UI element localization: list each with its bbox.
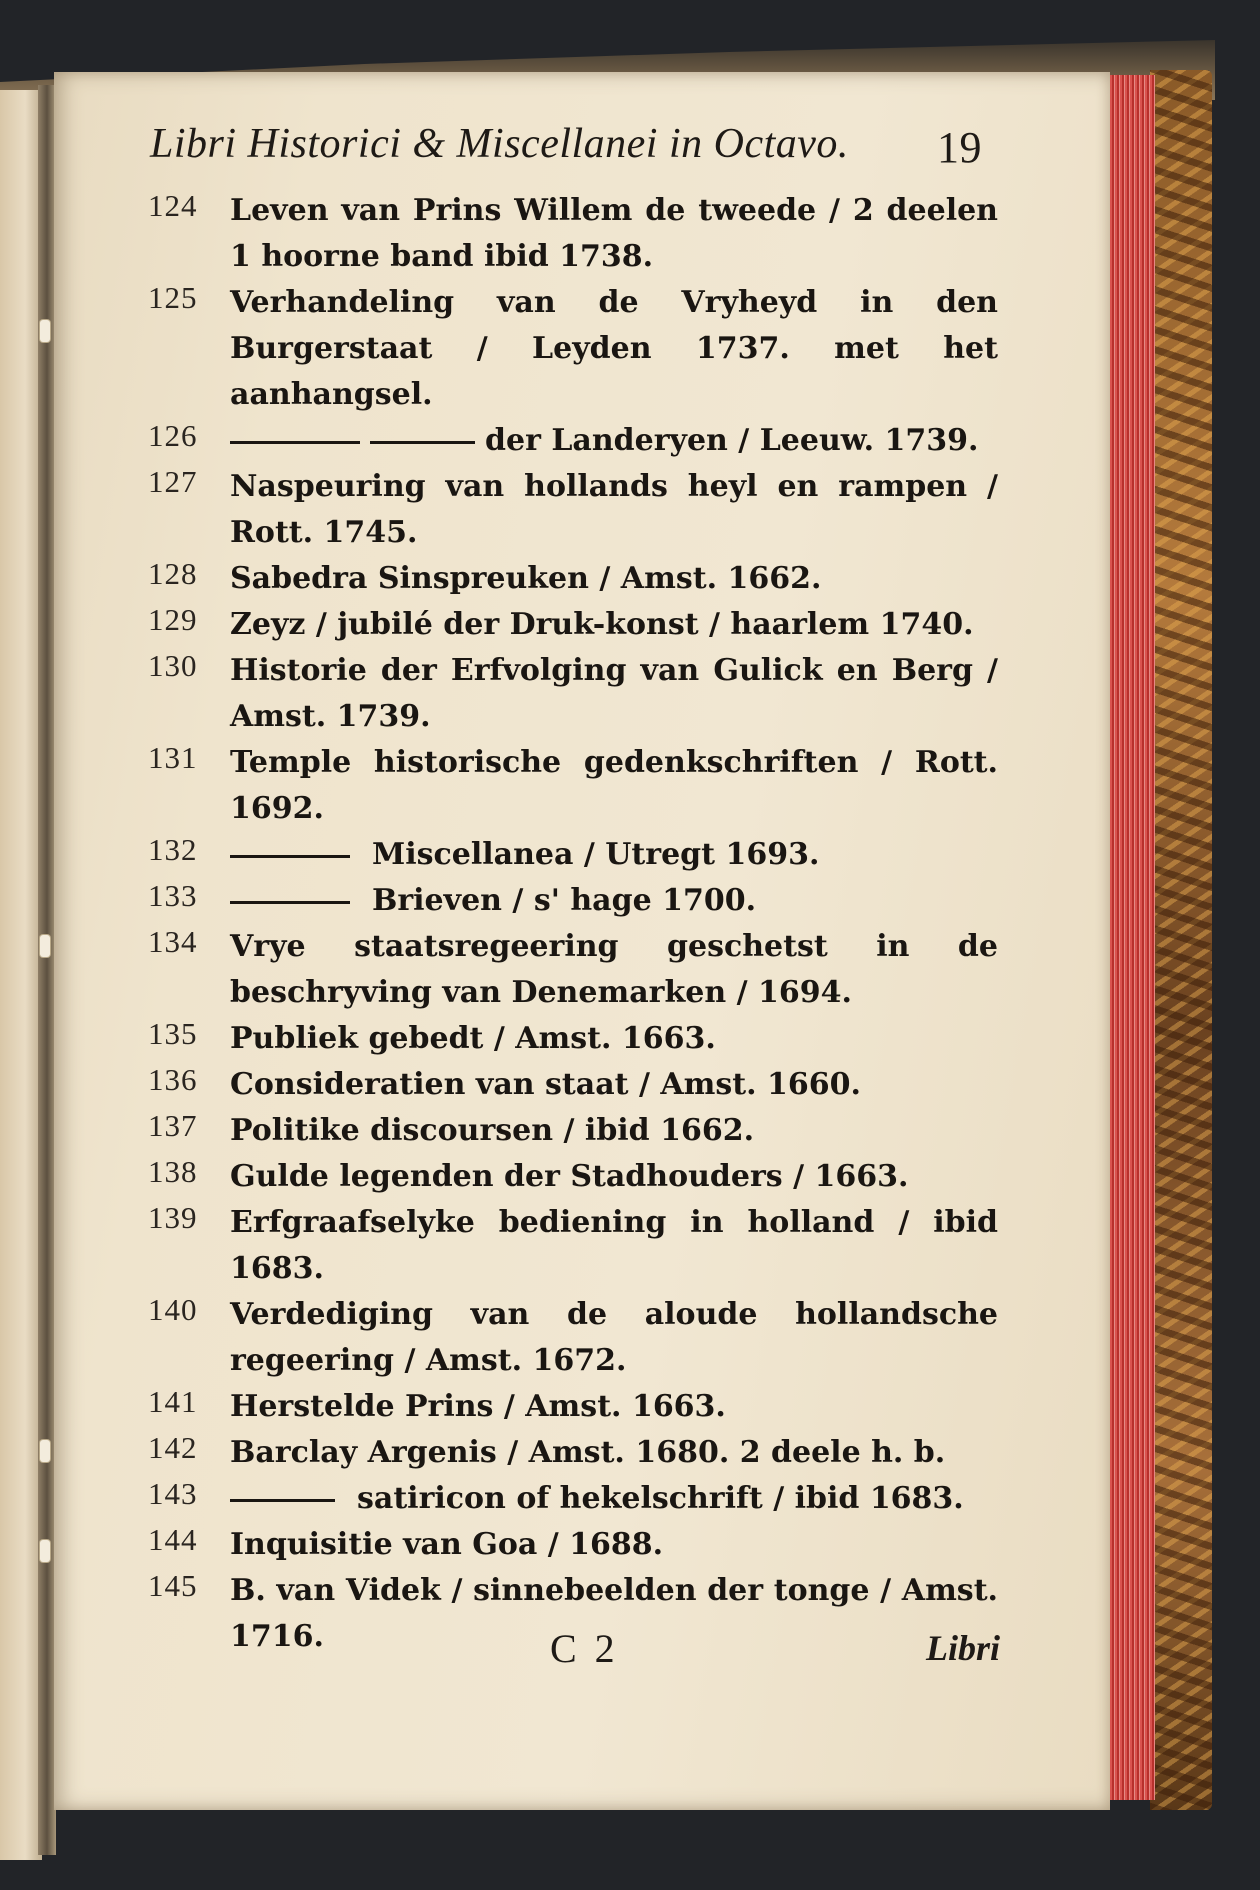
entry-text-wrap	[230, 878, 998, 924]
entry-text: Temple historische gedenkschriften / Rott. 1692.	[230, 745, 998, 826]
entry-text: Naspeuring van hollands heyl en rampen / Rott. 1745.	[230, 469, 998, 550]
catalog-entry	[148, 1016, 998, 1062]
catalog-entry	[148, 1292, 998, 1384]
entry-text: Leven van Prins Willem de tweede / 2 deelen 1 hoorne band ibid 1738.	[230, 193, 998, 274]
binding-stitch	[40, 1440, 50, 1462]
catalog-entry	[148, 418, 998, 464]
catalog-entry	[148, 1062, 998, 1108]
binding-stitch	[40, 935, 50, 957]
catalog-entry	[148, 556, 998, 602]
catalog-entry	[148, 1476, 998, 1522]
ditto-dash	[230, 901, 350, 904]
entry-number: 127	[148, 464, 198, 499]
entry-number: 137	[148, 1108, 198, 1143]
catalog-entry	[148, 878, 998, 924]
entry-number: 143	[148, 1476, 198, 1511]
signature-mark: C 2	[550, 1626, 619, 1671]
entry-number: 141	[148, 1384, 198, 1419]
entry-text: Verdediging van de aloude hollandsche regeering / Amst. 1672.	[230, 1297, 998, 1378]
entry-number: 129	[148, 602, 198, 637]
entry-text: Verhandeling van de Vryheyd in den Burgerstaat / Leyden 1737. met het aanhangsel.	[230, 285, 998, 412]
catalog-entry	[148, 740, 998, 832]
entry-text: Erfgraafselyke bediening in holland / ibid 1683.	[230, 1205, 998, 1286]
entry-number: 145	[148, 1568, 198, 1603]
catalog-entry	[148, 464, 998, 556]
catalog-entry	[148, 1522, 998, 1568]
entry-number: 139	[148, 1200, 198, 1235]
entry-number: 128	[148, 556, 198, 591]
entry-number: 142	[148, 1430, 198, 1465]
catalog-entries	[148, 188, 998, 1660]
catalog-entry	[148, 1430, 998, 1476]
ditto-dash	[370, 441, 475, 444]
binding-stitch	[40, 320, 50, 342]
catalog-entry	[148, 1154, 998, 1200]
entry-text-wrap	[230, 832, 998, 878]
entry-text: Vrye staatsregeering geschetst in de beschryving van Denemarken / 1694.	[230, 929, 998, 1010]
page-footer	[150, 1625, 1000, 1685]
entry-number: 132	[148, 832, 198, 867]
catalog-entry	[148, 1108, 998, 1154]
entry-text: Sabedra Sinspreuken / Amst. 1662.	[230, 561, 822, 596]
catchword: Libri	[925, 1628, 1000, 1668]
entry-number: 136	[148, 1062, 198, 1097]
entry-number: 131	[148, 740, 198, 775]
ditto-dash	[230, 441, 360, 444]
entry-text: Historie der Erfvolging van Gulick en Berg / Amst. 1739.	[230, 653, 998, 734]
entry-text: Consideratien van staat / Amst. 1660.	[230, 1067, 861, 1102]
entry-number: 138	[148, 1154, 198, 1189]
entry-number: 126	[148, 418, 198, 453]
ditto-dash	[230, 1499, 335, 1502]
red-page-edges	[1105, 75, 1155, 1800]
entry-number: 140	[148, 1292, 198, 1327]
entry-number: 124	[148, 188, 198, 223]
facing-page	[0, 90, 42, 1860]
catalog-entry	[148, 602, 998, 648]
entry-text: satiricon of hekelschrift / ibid 1683.	[357, 1481, 964, 1516]
marbled-cover-edge	[1150, 70, 1212, 1810]
entry-text: Gulde legenden der Stadhouders / 1663.	[230, 1159, 909, 1194]
entry-number: 130	[148, 648, 198, 683]
entry-text: Herstelde Prins / Amst. 1663.	[230, 1389, 726, 1424]
catalog-entry	[148, 188, 998, 280]
entry-text: Miscellanea / Utregt 1693.	[372, 837, 820, 872]
entry-text: Zeyz / jubilé der Druk-konst / haarlem 1740.	[230, 607, 974, 642]
catalog-entry	[148, 832, 998, 878]
catalog-entry	[148, 1200, 998, 1292]
entry-text-wrap	[230, 1476, 998, 1522]
binding-stitch	[40, 1540, 50, 1562]
running-header	[150, 120, 980, 180]
entry-text: Inquisitie van Goa / 1688.	[230, 1527, 664, 1562]
entry-text: Publiek gebedt / Amst. 1663.	[230, 1021, 716, 1056]
catalog-entry	[148, 280, 998, 418]
catalog-entry	[148, 924, 998, 1016]
entry-number: 134	[148, 924, 198, 959]
entry-number: 125	[148, 280, 198, 315]
entry-text: der Landeryen / Leeuw. 1739.	[485, 423, 979, 458]
catalog-entry	[148, 648, 998, 740]
entry-text-wrap	[230, 418, 998, 464]
header-title: Libri Historici & Miscellanei in Octavo.	[150, 121, 849, 167]
entry-text: Politike discoursen / ibid 1662.	[230, 1113, 755, 1148]
entry-text: Brieven / s' hage 1700.	[372, 883, 757, 918]
entry-number: 144	[148, 1522, 198, 1557]
ditto-dash	[230, 855, 350, 858]
entry-text: B. van Videk / sinnebeelden der tonge / Amst. 1716.	[230, 1573, 998, 1654]
page-number: 19	[937, 123, 982, 172]
entry-text: Barclay Argenis / Amst. 1680. 2 deele h. b.	[230, 1435, 946, 1470]
entry-number: 133	[148, 878, 198, 913]
catalog-entry	[148, 1384, 998, 1430]
entry-number: 135	[148, 1016, 198, 1051]
